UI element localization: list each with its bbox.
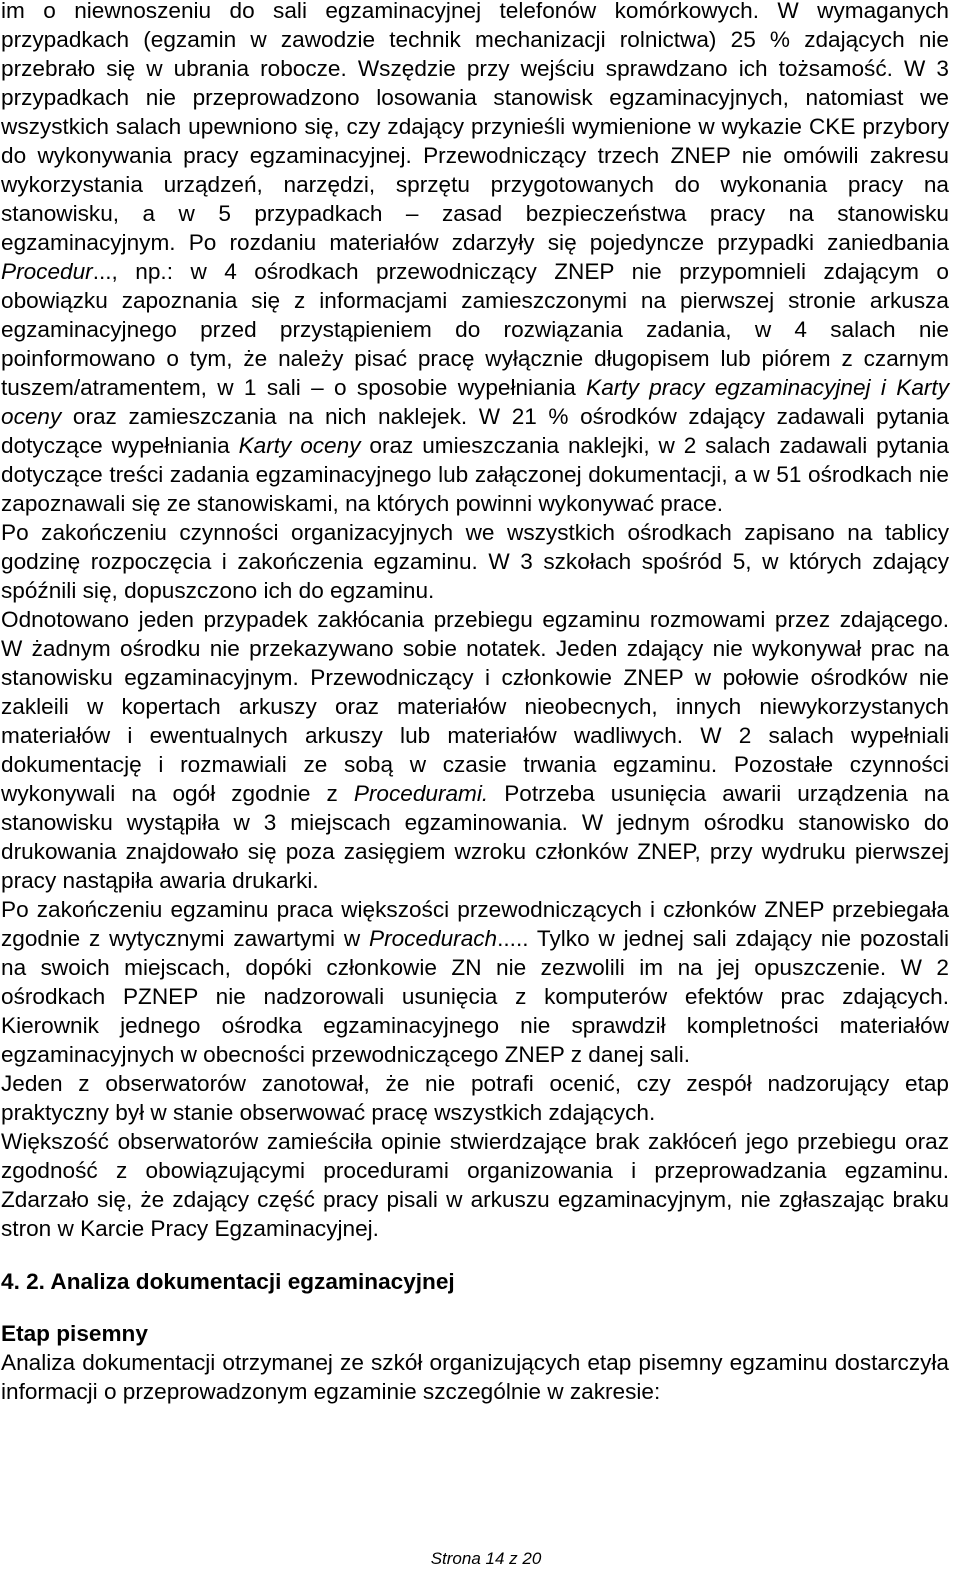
text-run: Potrzeba usunięcia awarii urządzenia na stanowisku wystąpiła w 3 miejscach egzaminowania. W jednym ośrodku stanowisko do drukowania znajdowało się poza zasięgiem wzroku członków ZNEP, przy wydruku pierwszej pracy nastąpiła awaria drukarki. (1, 781, 950, 893)
paragraph (1, 1127, 949, 1243)
text-run: Większość obserwatorów zamieściła opinie stwierdzające brak zakłóceń jego przebiegu oraz zgodność z obowiązującymi procedurami organizowania i przeprowadzania egzaminu. Zdarzało się, że zdający część pracy pisali w arkuszu egzaminacyjnym, nie zgłaszając braku stron w Karcie Pracy Egzaminacyjnej. (1, 1129, 949, 1241)
closing-paragraph: Analiza dokumentacji otrzymanej ze szkół organizujących etap pisemny egzaminu dostarczyła informacji o przeprowadzonym egzaminie szczególnie w zakresie: (1, 1350, 949, 1404)
text-run: Jeden z obserwatorów zanotował, że nie potrafi ocenić, czy zespół nadzorujący etap praktyczny był w stanie obserwować pracę wszystkich zdających. (1, 1071, 949, 1125)
text-run: ..... Tylko w jednej sali zdający nie pozostali na swoich miejscach, dopóki członkowie ZN nie zezwolili im na jej opuszczenie. W 2 ośrodkach PZNEP nie nadzorowali usunięcia z komputerów efektów prac zdających. Kierownik jednego ośrodka egzaminacyjnego nie sprawdził kompletności materiałów egzaminacyjnych w obecności przewodniczącego ZNEP z danej sali. (1, 926, 950, 1067)
text-run: Po zakończeniu egzaminu praca większości przewodniczących i członków ZNEP przebiegała zgodnie z wytycznymi zawartymi w (1, 897, 949, 951)
text-run: Odnotowano jeden przypadek zakłócania przebiegu egzaminu rozmowami przez zdającego. W żadnym ośrodku nie przekazywano sobie notatek. Jeden zdający nie wykonywał prac na stanowisku egzaminacyjnym. Przewodniczący i członkowie ZNEP w połowie ośrodków nie zakleili w kopertach arkuszy oraz materiałów nieobecnych, innych niewykorzystanych materiałów i ewentualnych arkuszy lub materiałów wadliwych. W 2 salach wypełniali dokumentację i rozmawiali ze sobą w czasie trwania egzaminu. Pozostałe czynności wykonywali na ogół zgodnie z (1, 607, 949, 806)
section-subheading: Etap pisemny (1, 1321, 148, 1346)
body-text (1, 0, 949, 1243)
italic-text: Karty pracy egzaminacyjnej i Karty oceny (1, 375, 949, 429)
paragraph (1, 1069, 949, 1127)
paragraph (1, 0, 949, 518)
text-run: Po zakończeniu czynności organizacyjnych we wszystkich ośrodkach zapisano na tablicy godzinę rozpoczęcia i zakończenia egzaminu. W 3 szkołach spośród 5, w których zdający spóźnili się, dopuszczono ich do egzaminu. (1, 520, 949, 603)
italic-text: Karty oceny (238, 433, 361, 458)
italic-text: Procedurami. (353, 781, 489, 806)
text-run: ..., np.: w 4 ośrodkach przewodniczący ZNEP nie przypomnieli zdającym o obowiązku zapoznania się z informacjami zamieszczonymi na pierwszej stronie arkusza egzaminacyjnego przed przystąpieniem do rozwiązania zadania, w 4 salach nie poinformowano o tym, że należy pisać pracę wyłącznie długopisem lub piórem z czarnym tuszem/atramentem, w 1 sali – o sposobie wypełniania (1, 259, 949, 400)
paragraph (1, 518, 949, 605)
text-run: oraz zamieszczania na nich naklejek. W 21 % ośrodków zdający zadawali pytania dotyczące wypełniania (1, 404, 949, 458)
italic-text: Procedur (1, 259, 93, 284)
text-run: im o niewnoszeniu do sali egzaminacyjnej telefonów komórkowych. W wymaganych przypadkach (egzamin w zawodzie technik mechanizacji rolnictwa) 25 % zdających nie przebrało się w ubrania robocze. Wszędzie przy wejściu sprawdzano ich tożsamość. W 3 przypadkach nie przeprowadzono losowania stanowisk egzaminacyjnych, natomiast we wszystkich salach upewniono się, czy zdający przynieśli wymienione w wykazie CKE przybory do wykonywania pracy egzaminacyjnej. Przewodniczący trzech ZNEP nie omówili zakresu wykorzystania urządzeń, narzędzi, sprzętu przygotowanych do wykonania pracy na stanowisku, a w 5 przypadkach – zasad bezpieczeństwa pracy na stanowisku egzaminacyjnym. Po rozdaniu materiałów zdarzyły się pojedyncze przypadki zaniedbania (1, 0, 949, 255)
paragraph (1, 895, 949, 1069)
text-run: oraz umieszczania naklejki, w 2 salach zadawali pytania dotyczące treści zadania egzaminacyjnego lub załączonej dokumentacji, a w 51 ośrodkach nie zapoznawali się ze stanowiskami, na których powinni wykonywać prace. (1, 433, 949, 516)
italic-text: Procedurach (369, 926, 498, 951)
page-footer: Strona 14 z 20 (430, 1549, 542, 1568)
section-heading: 4. 2. Analiza dokumentacji egzaminacyjnej (1, 1269, 455, 1294)
paragraph (1, 605, 949, 895)
